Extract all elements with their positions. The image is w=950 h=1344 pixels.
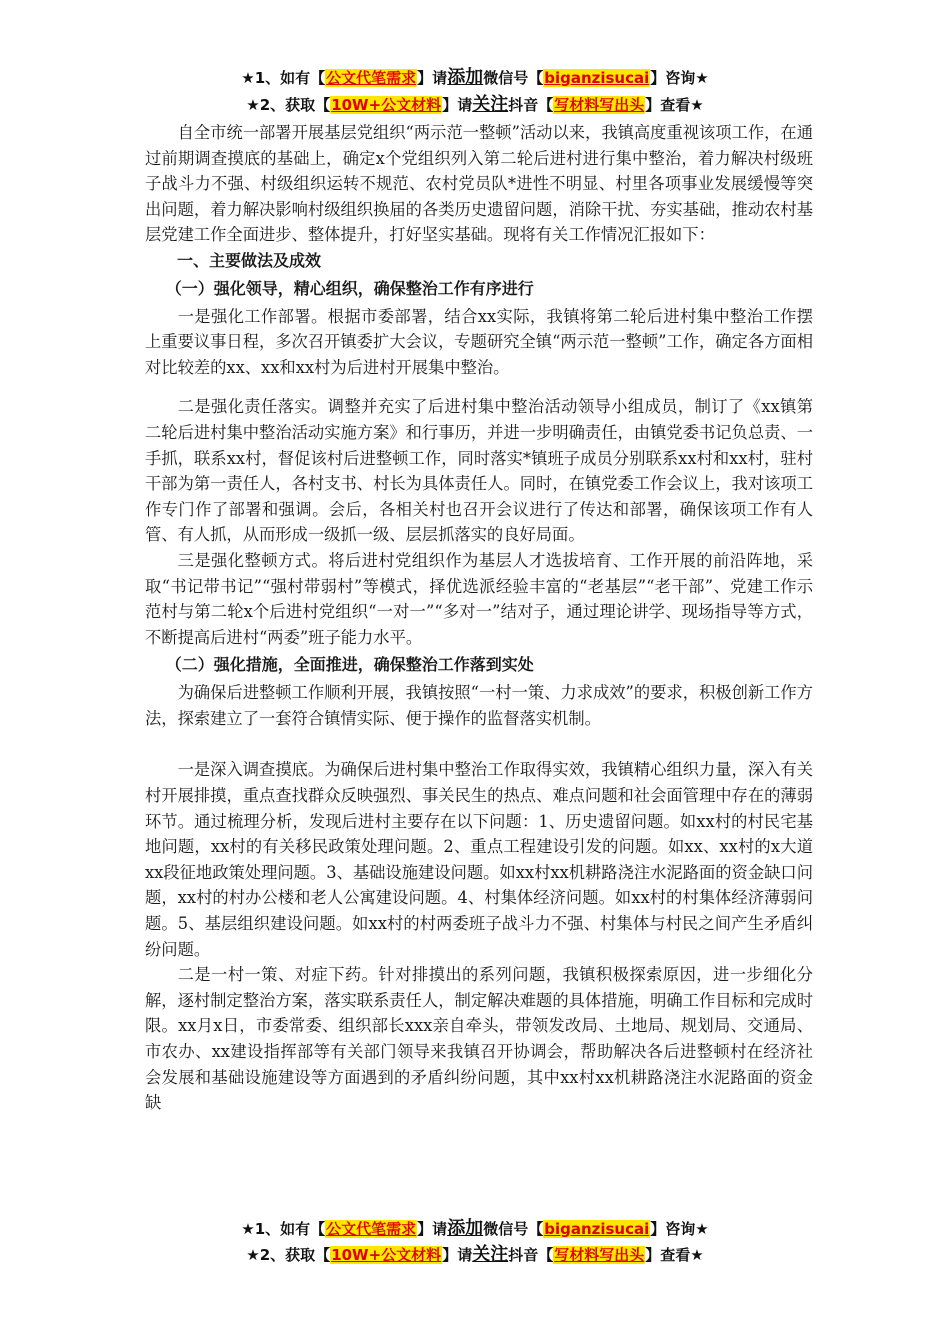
- promo-emphasis: 关注: [472, 94, 509, 115]
- promo-banner-line-1-footer: [0, 1217, 950, 1241]
- promo-highlight-douyin-account[interactable]: 写材料写出头: [554, 96, 645, 114]
- promo-highlight-douyin-account[interactable]: 写材料写出头: [554, 1246, 645, 1264]
- promo-text: 抖音【: [508, 96, 554, 114]
- promo-highlight-wechat-id[interactable]: biganzisucai: [544, 1220, 650, 1238]
- promo-prefix: ★1、如有【: [241, 69, 326, 87]
- promo-emphasis: 添加: [447, 67, 484, 88]
- promo-emphasis: 关注: [472, 1244, 509, 1265]
- body-paragraph: 三是强化整顿方式。将后进村党组织作为基层人才选拔培育、工作开展的前沿阵地，采取“书记带书记”“强村带弱村”等模式，择优选派经验丰富的“老基层”“老干部”、党建工作示范村与第二轮x个后进村党组织“一对一”“多对一”结对子，通过理论讲学、现场指导等方式，不断提高后进村“两委”班子能力水平。: [145, 550, 813, 647]
- promo-highlight-wechat-id[interactable]: biganzisucai: [544, 69, 650, 87]
- subsection-heading: （一）强化领导，精心组织，确保整治工作有序进行: [165, 278, 534, 298]
- promo-prefix: ★1、如有【: [241, 1220, 326, 1238]
- promo-prefix: ★2、获取【: [246, 1246, 331, 1264]
- promo-suffix: 】查看★: [645, 96, 704, 114]
- promo-text: 抖音【: [508, 1246, 554, 1264]
- promo-prefix: ★2、获取【: [246, 96, 331, 114]
- intro-paragraph: 自全市统一部署开展基层党组织“两示范一整顿”活动以来，我镇高度重视该项工作，在通过前期调查摸底的基础上，确定x个党组织列入第二轮后进村进行集中整治，着力解决村级班子战斗力不强、村级组织运转不规范、农村党员队*进性不明显、村里各项事业发展缓慢等突出问题，着力解决影响村级组织换届的各类历史遗留问题，消除干扰、夯实基础，推动农村基层党建工作全面进步、整体提升，打好坚实基础。现将有关工作情况汇报如下：: [145, 123, 813, 245]
- subsection-heading: （二）强化措施，全面推进，确保整治工作落到实处: [165, 655, 534, 675]
- section-heading: 一、主要做法及成效: [177, 250, 322, 270]
- promo-text: 】请: [442, 1246, 473, 1264]
- body-paragraph: 一是深入调查摸底。为确保后进村集中整治工作取得实效，我镇精心组织力量，深入有关村开展排摸，重点查找群众反映强烈、事关民生的热点、难点问题和社会面管理中存在的薄弱环节。通过梳理分析，发现后进村主要存在以下问题：1、历史遗留问题。如xx村的村民宅基地问题，xx村的有关移民政策处理问题。2、重点工程建设引发的问题。如xx、xx村的x大道xx段征地政策处理问题。3、基础设施建设问题。如xx村xx机耕路浇注水泥路面的资金缺口问题，xx村的村办公楼和老人公寓建设问题。4、村集体经济问题。如xx村的村集体经济薄弱问题。5、基层组织建设问题。如xx村的村两委班子战斗力不强、村集体与村民之间产生矛盾纠纷问题。: [145, 760, 813, 959]
- document-body: [145, 120, 813, 1116]
- promo-text: 微信号【: [483, 1220, 544, 1238]
- promo-highlight-materials[interactable]: 10W+公文材料: [331, 1246, 442, 1264]
- promo-banner-line-2: [0, 93, 950, 117]
- promo-suffix: 】咨询★: [650, 1220, 709, 1238]
- promo-highlight-service[interactable]: 公文代笔需求: [326, 69, 417, 87]
- promo-text: 微信号【: [483, 69, 544, 87]
- promo-text: 】请: [442, 96, 473, 114]
- promo-highlight-service[interactable]: 公文代笔需求: [326, 1220, 417, 1238]
- promo-highlight-materials[interactable]: 10W+公文材料: [331, 96, 442, 114]
- promo-text: 】请: [417, 69, 448, 87]
- promo-suffix: 】咨询★: [650, 69, 709, 87]
- promo-emphasis: 添加: [447, 1218, 484, 1239]
- promo-banner-line-1: [0, 66, 950, 90]
- promo-banner-line-2-footer: [0, 1243, 950, 1267]
- body-paragraph: 为确保后进整顿工作顺利开展，我镇按照“一村一策、力求成效”的要求，积极创新工作方法，探索建立了一套符合镇情实际、便于操作的监督落实机制。: [145, 683, 813, 728]
- promo-text: 】请: [417, 1220, 448, 1238]
- promo-suffix: 】查看★: [645, 1246, 704, 1264]
- body-paragraph: 二是一村一策、对症下药。针对排摸出的系列问题，我镇积极探索原因，进一步细化分解，逐村制定整治方案，落实联系责任人，制定解决难题的具体措施，明确工作目标和完成时限。xx月x日，市委常委、组织部长xxx亲自牵头，带领发改局、土地局、规划局、交通局、市农办、xx建设指挥部等有关部门领导来我镇召开协调会，帮助解决各后进整顿村在经济社会发展和基础设施建设等方面遇到的矛盾纠纷问题，其中xx村xx机耕路浇注水泥路面的资金缺: [145, 965, 813, 1113]
- body-paragraph: 一是强化工作部署。根据市委部署，结合xx实际，我镇将第二轮后进村集中整治工作摆上重要议事日程，多次召开镇委扩大会议，专题研究全镇“两示范一整顿”工作，确定各方面相对比较差的xx、xx和xx村为后进村开展集中整治。: [145, 306, 813, 377]
- body-paragraph: 二是强化责任落实。调整并充实了后进村集中整治活动领导小组成员，制订了《xx镇第二轮后进村集中整治活动实施方案》和行事历，并进一步明确责任，由镇党委书记负总责、一手抓，联系xx村，督促该村后进整顿工作，同时落实*镇班子成员分别联系xx村和xx村，驻村干部为第一责任人，各村支书、村长为具体责任人。同时，在镇党委工作会议上，我对该项工作专门作了部署和强调。会后，各相关村也召开会议进行了传达和部署，确保该项工作有人管、有人抓，从而形成一级抓一级、层层抓落实的良好局面。: [145, 397, 813, 545]
